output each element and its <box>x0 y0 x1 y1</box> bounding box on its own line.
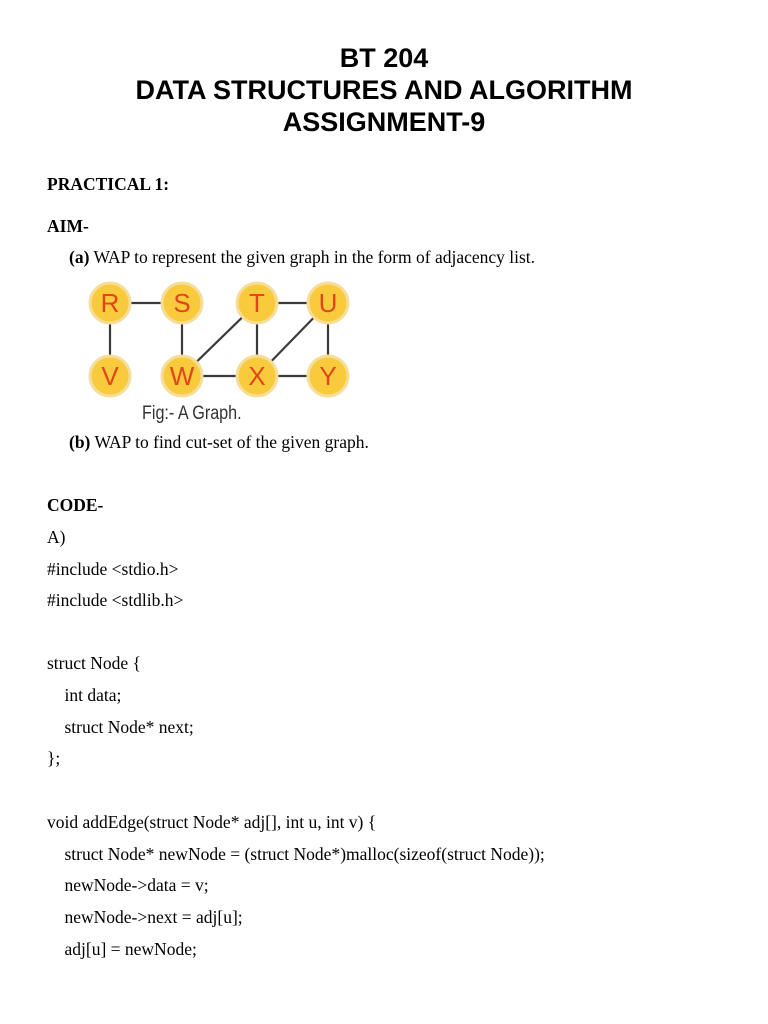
node-label: T <box>249 288 265 318</box>
practical-heading: PRACTICAL 1: <box>47 174 170 194</box>
node-v <box>90 356 130 396</box>
node-u <box>308 283 348 323</box>
aim-b-marker: (b) <box>69 432 91 452</box>
node-s <box>162 283 202 323</box>
node-t <box>237 283 277 323</box>
code-line: struct Node { <box>47 653 141 673</box>
code-line: newNode->data = v; <box>47 875 209 895</box>
code-line: #include <stdlib.h> <box>47 590 184 610</box>
document-header <box>0 42 768 138</box>
assignment-title: ASSIGNMENT-9 <box>282 107 486 137</box>
code-line: adj[u] = newNode; <box>47 939 197 959</box>
code-line: #include <stdio.h> <box>47 559 179 579</box>
node-y <box>308 356 348 396</box>
course-title: DATA STRUCTURES AND ALGORITHM <box>135 75 633 105</box>
code-line: struct Node* newNode = (struct Node*)malloc(sizeof(struct Node)); <box>47 844 545 864</box>
course-code: BT 204 <box>339 43 429 73</box>
node-label: R <box>100 288 120 318</box>
node-label: Y <box>319 361 337 391</box>
aim-b-text: WAP to find cut-set of the given graph. <box>90 432 369 452</box>
node-x <box>237 356 277 396</box>
graph-edges <box>110 303 328 376</box>
code-part-label: A) <box>47 527 66 547</box>
node-label: U <box>318 288 338 318</box>
aim-heading: AIM- <box>47 216 89 236</box>
node-label: X <box>248 361 266 391</box>
node-label: V <box>101 361 119 391</box>
aim-b <box>69 431 369 453</box>
aim-a <box>69 246 535 268</box>
aim-a-marker: (a) <box>69 247 90 267</box>
code-line: }; <box>47 748 61 768</box>
code-line: struct Node* next; <box>47 717 194 737</box>
node-label: S <box>173 288 191 318</box>
node-r <box>90 283 130 323</box>
aim-a-text: WAP to represent the given graph in the form of adjacency list. <box>89 247 536 267</box>
code-line: int data; <box>47 685 122 705</box>
node-w <box>162 356 202 396</box>
code-line: void addEdge(struct Node* adj[], int u, int v) { <box>47 812 377 832</box>
node-label: W <box>169 361 195 391</box>
code-line: newNode->next = adj[u]; <box>47 907 243 927</box>
figure-caption: Fig:- A Graph. <box>142 403 242 424</box>
code-heading: CODE- <box>47 495 104 515</box>
